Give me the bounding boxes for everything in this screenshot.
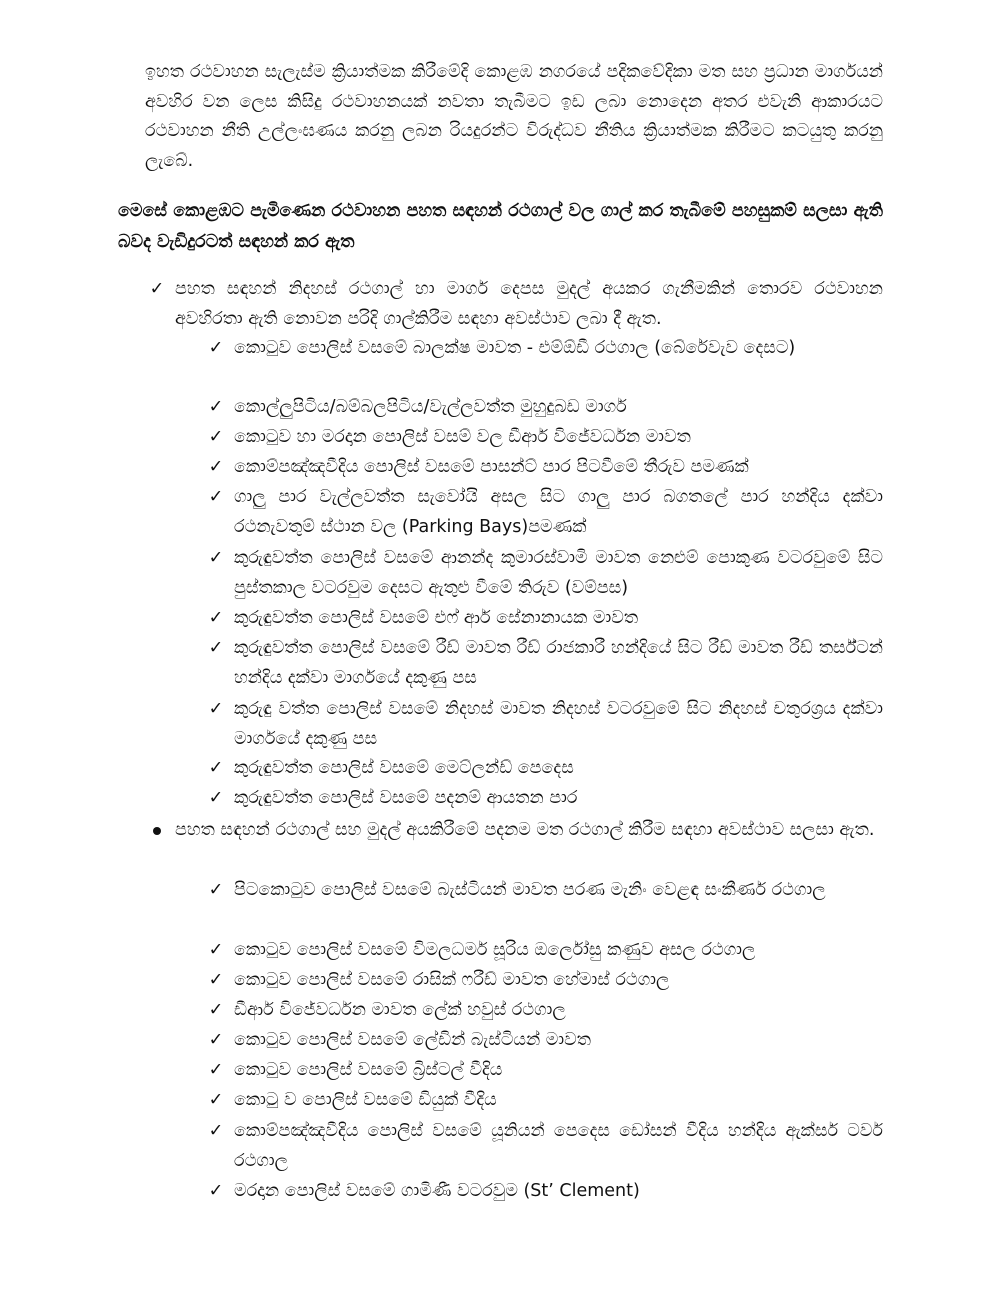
check-icon: ✓	[208, 880, 224, 900]
list-item-text: කුරුඳුවත්ත පොලිස් වසමේ රීඩ් මාවත රීඩ් රාජකාරී හන්දියේ සිට රීඩ් මාවත රීඩ් තර්ස්ටන් හන්දිය දක්වා මාර්ගයේ දකුණු පස	[234, 638, 883, 688]
list-item-text: කොටුව පොලිස් වසමේ බ්‍රිස්ටල් වීදිය	[234, 1060, 503, 1080]
list-item	[208, 695, 883, 754]
list-item-text: පහත සඳහන් රථගාල් සහ මුදල් අයකිරීමේ පදනම මත රථගාල් කිරීම සඳහා අවස්ථාව සලසා ඇත.	[175, 820, 875, 840]
list-item	[208, 966, 883, 996]
list-item-text: කොටුව පොලිස් වසමේ විමලධර්ම සූරිය ඔර්ලෝසු කණුව අසල රථගාල	[234, 940, 756, 960]
check-icon: ✓	[149, 279, 165, 299]
list-item	[208, 1056, 883, 1086]
check-icon: ✓	[208, 758, 224, 778]
list-item-free-parking	[149, 275, 883, 334]
list-item-text: කුරුඳුවත්ත පොලිස් වසමේ ආනන්ද කුමාරස්වාමි මාවත නෙළුම් පොකුණ වටරවුමේ සිට පුස්තකාල වටරවුම දෙසට ඇතුළු වීමේ තිරුව (වම්පස)	[234, 548, 883, 598]
check-icon: ✓	[208, 940, 224, 960]
check-icon: ✓	[208, 548, 224, 568]
list-item-text: මරදාන පොලිස් වසමේ ගාමිණී වටරවුම (St’ Clement)	[234, 1181, 640, 1201]
list-item	[208, 784, 883, 814]
check-icon: ✓	[208, 1030, 224, 1050]
intro-paragraph: ඉහත රථවාහන සැලැස්ම ක්‍රියාත්මක කිරීමේදි කොළඹ නගරයේ පදිකවේදිකා මත සහ ප්‍රධාන මාර්ගයන් අවහිර වන ලෙස කිසිදු රථවාහනයක් නවතා තැබීමට ඉඩ ලබා නොදෙන අතර එවැනි ආකාරයට රථවාහන නීති උල්ලංඝණය කරනු ලබන රියදුරන්ට විරුද්ධව නීතිය ක්‍රියාත්මක කිරීමට කටයුතු කරනු ලැබේ.	[145, 62, 883, 171]
list-item-text: කොටුව පොලිස් වසමේ බාලක්ෂ මාවත - එම්ඕඩී රථගාල (බේරේවැව දෙසට)	[234, 338, 796, 358]
list-item-text: පහත සඳහන් නිදහස් රථගාල් හා මාර්ග දෙපස මුදල් අයකර ගැනීමකින් තොරව රථවාහන අවහිරතා ඇති නොවන පරිදි ගාල්කිරීම සඳහා අවස්ථාව ලබා දී ඇත.	[175, 279, 883, 329]
list-item-text: කොටුව හා මරදාන පොලිස් වසම් වල ඩීආර් විජේවර්ධන මාවත	[234, 427, 691, 447]
check-icon: ✓	[208, 970, 224, 990]
check-icon: ✓	[208, 1090, 224, 1110]
list-item	[208, 1026, 883, 1056]
list-item-text: කොල්ලුපිටිය/බම්බලපිටිය/වැල්ලවත්ත මුහුදුබඩ මාර්ග	[234, 397, 627, 417]
list-item	[208, 1177, 883, 1207]
list-item	[208, 754, 883, 784]
list-item-text: කොම්පඤ්ඤවීදිය පොලිස් වසමේ පාසන්ට් පාර පිටවීමේ තීරුව පමණක්	[234, 457, 749, 477]
list-item-paid-parking	[175, 816, 883, 846]
list-item-text: කුරුඳුවත්ත පොලිස් වසමේ එෆ් ආර් සේනානායක මාවත	[234, 608, 639, 628]
list-item-text: කොටු ව පොලිස් වසමේ ඩියුක් වීදිය	[234, 1090, 497, 1110]
list-item	[208, 334, 883, 364]
check-icon: ✓	[208, 487, 224, 507]
check-icon: ✓	[208, 457, 224, 477]
list-item-text: පිටකොටුව පොලිස් වසමේ බැස්ටියන් මාවත පරණ මැනිං වෙළඳ සංකීර්ණ රථගාල	[234, 880, 826, 900]
list-item	[208, 1086, 883, 1116]
list-item	[208, 423, 883, 453]
list-item	[208, 1117, 883, 1176]
list-item	[208, 936, 883, 966]
check-icon: ✓	[208, 1000, 224, 1020]
list-item	[208, 876, 883, 906]
list-item	[208, 453, 883, 483]
check-icon: ✓	[208, 788, 224, 808]
list-item-text: කොටුව පොලිස් වසමේ රාසික් ෆරීඩ් මාවත හේමාස් රථගාල	[234, 970, 670, 990]
list-item-text: කොටුව පොලිස් වසමේ ලේඩින් බැස්ටියන් මාවත	[234, 1030, 591, 1050]
check-icon: ✓	[208, 338, 224, 358]
check-icon: ✓	[208, 1060, 224, 1080]
list-item	[208, 634, 883, 693]
check-icon: ✓	[208, 397, 224, 417]
list-item-text: කුරුඳු වත්ත පොලිස් වසමේ නිදහස් මාවත නිදහස් වටරවුමේ සිට නිදහස් චතුරශ්‍රය දක්වා මාර්ගයේ දකුණු පස	[234, 699, 883, 749]
check-icon: ✓	[208, 699, 224, 719]
check-icon: ✓	[208, 608, 224, 628]
section-heading: මෙසේ කොළඹට පැමිණෙන රථවාහන පහත සඳහන් රථගාල් වල ගාල් කර තැබීමේ පහසුකම් සලසා ඇති බවද වැඩිදුරටත් සඳහන් කර ඇත	[118, 201, 883, 252]
check-icon: ✓	[208, 1181, 224, 1201]
list-item-text: කුරුඳුවත්ත පොලිස් වසමේ මෙට්ලන්ඩ් පෙදෙස	[234, 758, 574, 778]
list-item	[208, 604, 883, 634]
list-item	[208, 483, 883, 542]
list-item	[208, 544, 883, 603]
check-icon: ✓	[208, 638, 224, 658]
check-icon: ✓	[208, 427, 224, 447]
check-icon: ✓	[208, 1121, 224, 1141]
list-item-text: ගාලු පාර වැල්ලවත්ත සැවෝයි අසල සිට ගාලු පාර බගතලේ පාර හන්දිය දක්වා රථනැවතුම් ස්ථාන වල (Parking Bays)පමණක්	[234, 487, 883, 537]
list-item	[208, 393, 883, 423]
list-item-text: කොම්පඤ්ඤවීදිය පොලිස් වසමේ යූනියන් පෙදෙස ඩෝසන් වීදිය හන්දිය ඇක්සර් ටවර් රථගාල	[234, 1121, 883, 1171]
bullet-icon	[147, 816, 167, 846]
list-item-text: ඩීආර් විජේවර්ධන මාවත ලේක් හවුස් රථගාල	[234, 1000, 566, 1020]
list-item-text: කුරුඳුවත්ත පොලිස් වසමේ පදනම් ආයතන පාර	[234, 788, 578, 808]
list-item	[208, 996, 883, 1026]
